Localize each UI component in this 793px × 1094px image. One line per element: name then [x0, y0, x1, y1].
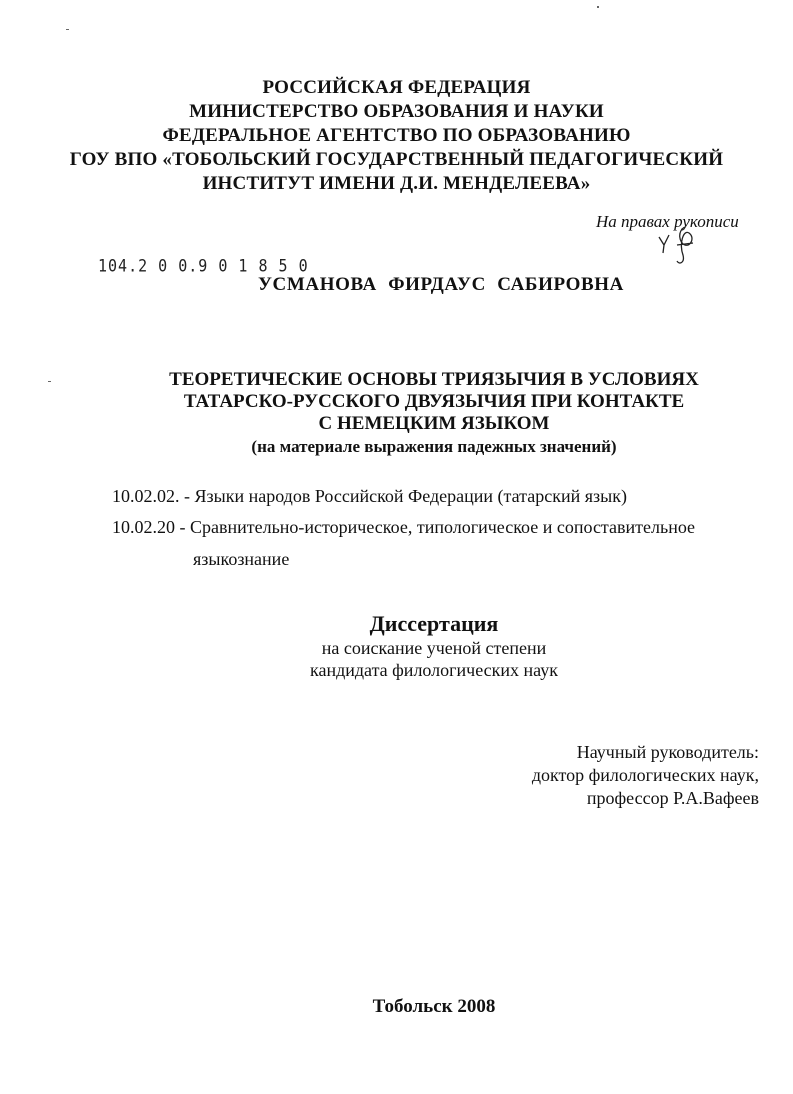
- institution-header: [0, 76, 793, 196]
- manuscript-rights-note: На правах рукописи: [596, 212, 739, 231]
- author-name: УСМАНОВА ФИРДАУС САБИРОВНА: [258, 274, 624, 295]
- specialty-continuation: языкознание: [193, 549, 290, 569]
- degree-line: кандидата филологических наук: [310, 660, 558, 680]
- dissertation-title: [0, 369, 793, 459]
- scan-speck: [597, 6, 599, 8]
- scan-speck: [66, 29, 69, 30]
- specialty-line: 10.02.20 - Сравнительно-историческое, типологическое и сопоставительное: [112, 517, 696, 537]
- signature: [655, 225, 705, 267]
- supervisor-line: Научный руководитель:: [576, 742, 759, 762]
- header-line: ИНСТИТУТ ИМЕНИ Д.И. МЕНДЕЛЕЕВА»: [202, 173, 591, 194]
- header-line: ФЕДЕРАЛЬНОЕ АГЕНТСТВО ПО ОБРАЗОВАНИЮ: [162, 125, 631, 146]
- title-line: С НЕМЕЦКИМ ЯЗЫКОМ: [318, 413, 550, 434]
- header-line: МИНИСТЕРСТВО ОБРАЗОВАНИЯ И НАУКИ: [189, 101, 604, 122]
- header-line: ГОУ ВПО «ТОБОЛЬСКИЙ ГОСУДАРСТВЕННЫЙ ПЕДАГОГИЧЕСКИЙ: [69, 149, 724, 170]
- registration-stamp-number: 104.2 0 0.9 0 1 8 5 0: [98, 255, 309, 277]
- specialty-line: 10.02.02. - Языки народов Российской Федерации (татарский язык): [112, 486, 627, 506]
- supervisor-line: профессор Р.А.Вафеев: [586, 788, 759, 808]
- supervisor-block: [532, 741, 759, 810]
- title-line: ТЕОРЕТИЧЕСКИЕ ОСНОВЫ ТРИЯЗЫЧИЯ В УСЛОВИЯХ: [169, 369, 699, 390]
- title-line: ТАТАРСКО-РУССКОГО ДВУЯЗЫЧИЯ ПРИ КОНТАКТЕ: [183, 391, 685, 412]
- degree-line: на соискание ученой степени: [321, 638, 547, 658]
- header-line: РОССИЙСКАЯ ФЕДЕРАЦИЯ: [262, 77, 531, 98]
- title-subtitle: (на материале выражения падежных значений): [251, 437, 617, 456]
- degree-description: [0, 637, 793, 681]
- city-year: Тобольск 2008: [372, 996, 496, 1017]
- supervisor-line: доктор филологических наук,: [531, 765, 759, 785]
- dissertation-label: Диссертация: [369, 611, 499, 636]
